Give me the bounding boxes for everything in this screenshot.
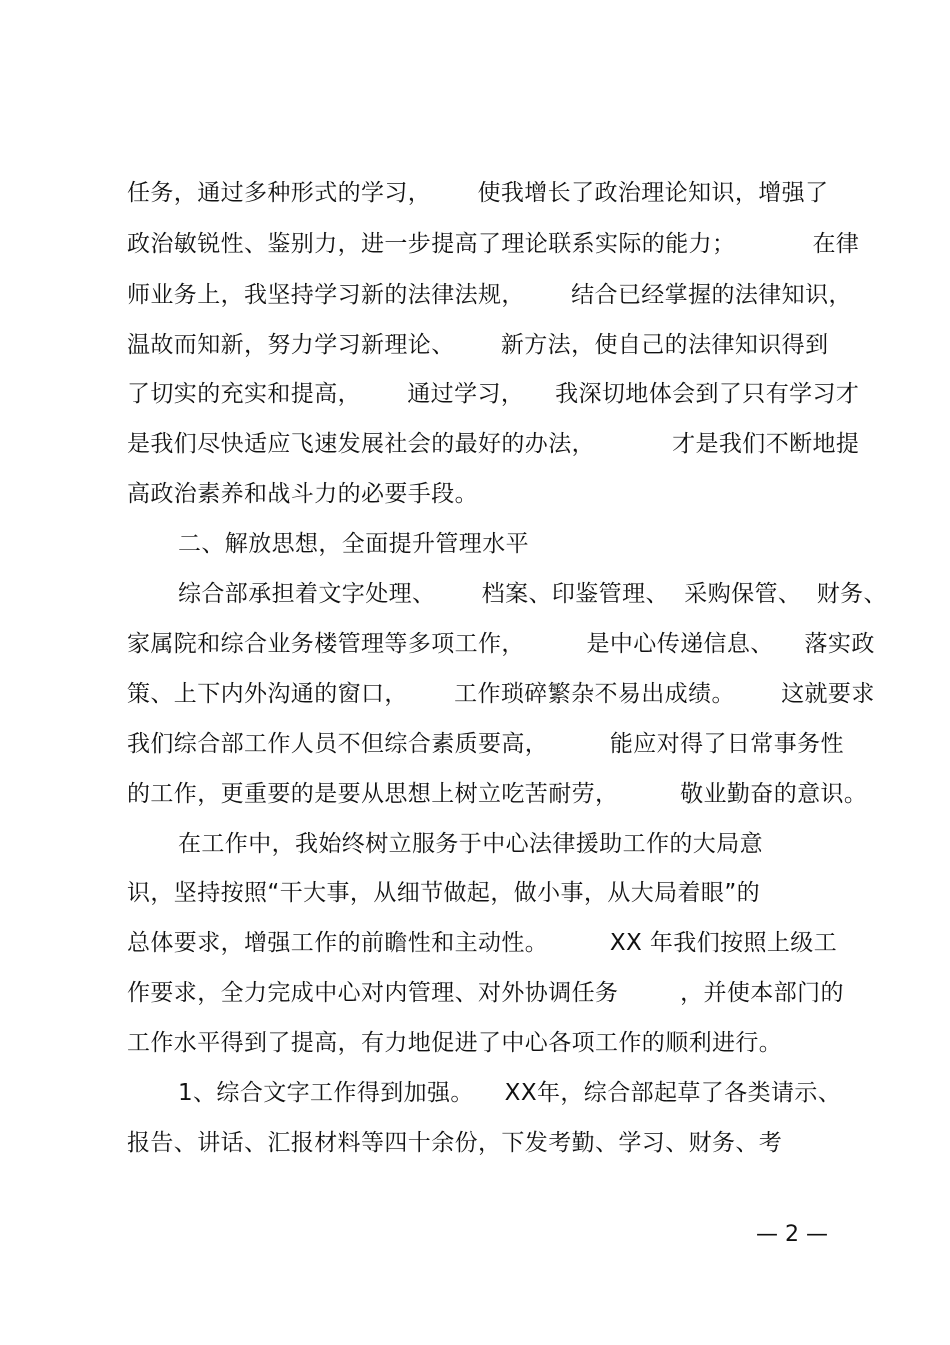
text-line-9: 综合部承担着文字处理、 档案、印鉴管理、 采购保管、 财务、 xyxy=(178,581,887,607)
text-line-15: 识，坚持按照“干大事，从细节做起，做小事，从大局着眼”的 xyxy=(127,880,761,906)
text-line-16: 总体要求，增强工作的前瞻性和主动性。 XX 年我们按照上级工 xyxy=(127,930,838,956)
text-line-1: 任务，通过多种形式的学习， 使我增长了政治理论知识，增强了 xyxy=(127,180,829,206)
text-line-17: 作要求，全力完成中心对内管理、对外协调任务 ，并使本部门的 xyxy=(127,980,844,1006)
text-line-2: 政治敏锐性、鉴别力，进一步提高了理论联系实际的能力； 在律 xyxy=(127,231,860,257)
text-line-6: 是我们尽快适应飞速发展社会的最好的办法， 才是我们不断地提 xyxy=(127,431,860,457)
text-line-13: 的工作，更重要的是要从思想上树立吃苦耐劳， 敬业勤奋的意识。 xyxy=(127,781,868,807)
text-line-3: 师业务上，我坚持学习新的法律法规， 结合已经掌握的法律知识， xyxy=(127,282,852,308)
section-heading: 二、解放思想，全面提升管理水平 xyxy=(178,531,529,557)
text-line-10: 家属院和综合业务楼管理等多项工作， 是中心传递信息、 落实政 xyxy=(127,631,875,657)
text-line-7: 高政治素养和战斗力的必要手段。 xyxy=(127,481,478,507)
text-line-5: 了切实的充实和提高， 通过学习， 我深切地体会到了只有学习才 xyxy=(127,381,860,407)
text-line-12: 我们综合部工作人员不但综合素质要高， 能应对得了日常事务性 xyxy=(127,731,844,757)
text-line-4: 温故而知新，努力学习新理论、 新方法，使自己的法律知识得到 xyxy=(127,332,829,358)
text-line-14: 在工作中，我始终树立服务于中心法律援助工作的大局意 xyxy=(178,831,763,857)
text-line-20: 报告、讲话、汇报材料等四十余份，下发考勤、学习、财务、考 xyxy=(127,1130,783,1156)
text-line-11: 策、上下内外沟通的窗口， 工作琐碎繁杂不易出成绩。 这就要求 xyxy=(127,681,875,707)
text-line-18: 工作水平得到了提高，有力地促进了中心各项工作的顺利进行。 xyxy=(127,1030,783,1056)
page-number: — 2 — xyxy=(756,1222,828,1247)
text-line-19: 1、综合文字工作得到加强。 XX年，综合部起草了各类请示、 xyxy=(178,1080,842,1106)
